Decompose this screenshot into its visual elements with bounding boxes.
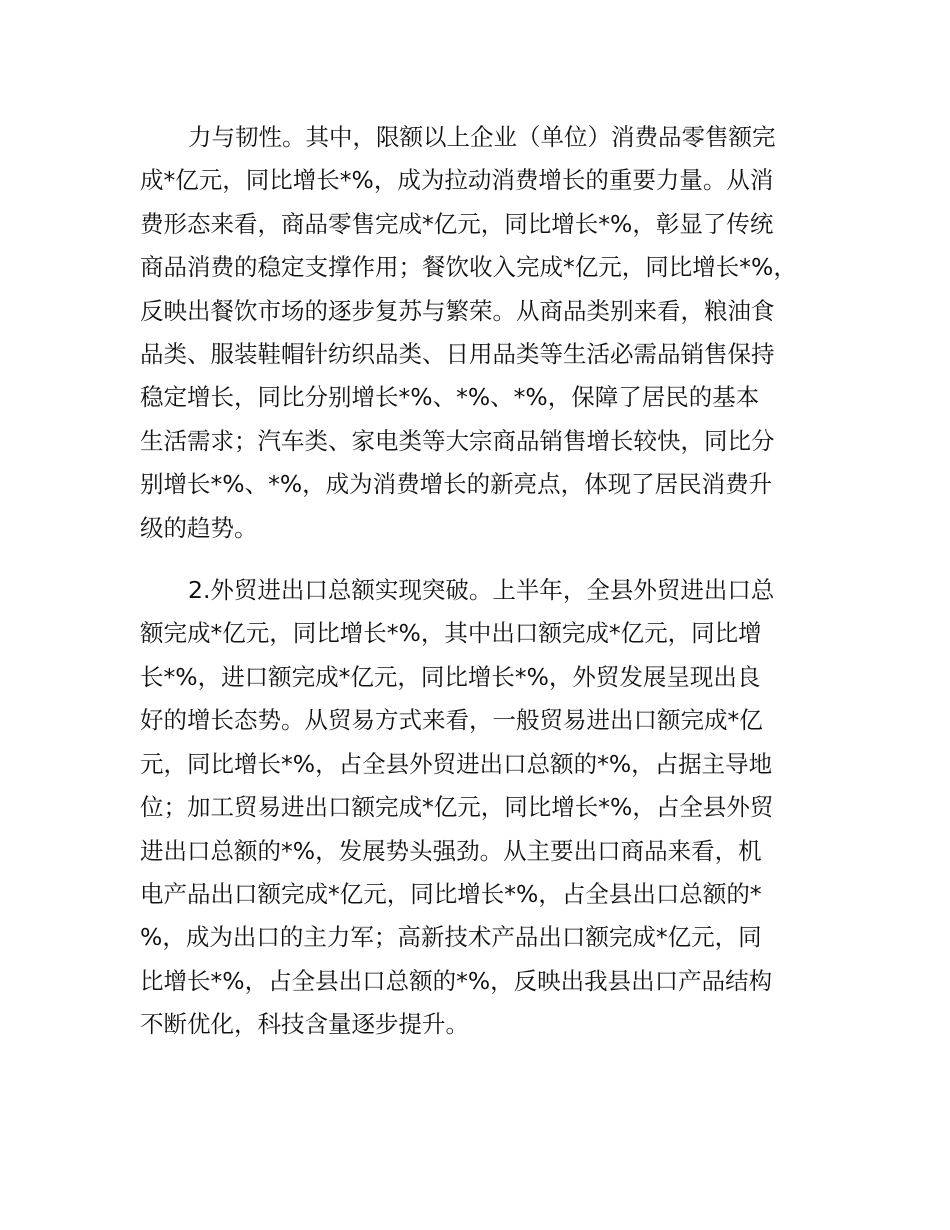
text-line: 长*%，进口额完成*亿元，同比增长*%，外贸发展呈现出良 [140,662,761,691]
text-line: 不断优化，科技含量逐步提升。 [140,1010,469,1039]
text-line: 力与韧性。其中，限额以上企业（单位）消费品零售额完 [188,123,776,151]
paragraph-gap [140,550,830,569]
text-line: 稳定增长，同比分别增长*%、*%、*%，保障了居民的基本 [140,383,760,412]
text-line: 进出口总额的*%，发展势头强劲。从主要出口商品来看，机 [140,836,762,865]
text-line: 商品消费的稳定支撑作用；餐饮收入完成*亿元，同比增长*%， [140,253,797,282]
paragraph-consumption [140,116,830,550]
text-line: 别增长*%、*%，成为消费增长的新亮点，体现了居民消费升 [140,470,773,499]
text-line: 元，同比增长*%，占全县外贸进出口总额的*%，占据主导地 [140,749,773,778]
text-line: 2.外贸进出口总额实现突破。上半年，全县外贸进出口总 [188,576,775,605]
paragraph-foreign-trade [140,569,830,1046]
text-line: 电产品出口额完成*亿元，同比增长*%，占全县出口总额的* [140,879,762,908]
text-line: %，成为出口的主力军；高新技术产品出口额完成*亿元，同 [140,923,762,952]
text-line: 比增长*%，占全县出口总额的*%，反映出我县出口产品结构 [140,966,773,995]
text-line: 成*亿元，同比增长*%，成为拉动消费增长的重要力量。从消 [140,166,774,195]
text-line: 好的增长态势。从贸易方式来看，一般贸易进出口额完成*亿 [140,706,763,735]
text-line: 级的趋势。 [140,513,258,542]
text-line: 位；加工贸易进出口额完成*亿元，同比增长*%，占全县外贸 [140,793,774,822]
document-body [140,116,830,1047]
text-line: 额完成*亿元，同比增长*%，其中出口额完成*亿元，同比增 [140,619,762,648]
text-line: 反映出餐饮市场的逐步复苏与繁荣。从商品类别来看，粮油食 [140,296,775,325]
text-line: 品类、服装鞋帽针纺织品类、日用品类等生活必需品销售保持 [140,340,775,369]
text-line: 生活需求；汽车类、家电类等大宗商品销售增长较快，同比分 [140,426,775,455]
text-line: 费形态来看，商品零售完成*亿元，同比增长*%，彰显了传统 [140,209,774,238]
